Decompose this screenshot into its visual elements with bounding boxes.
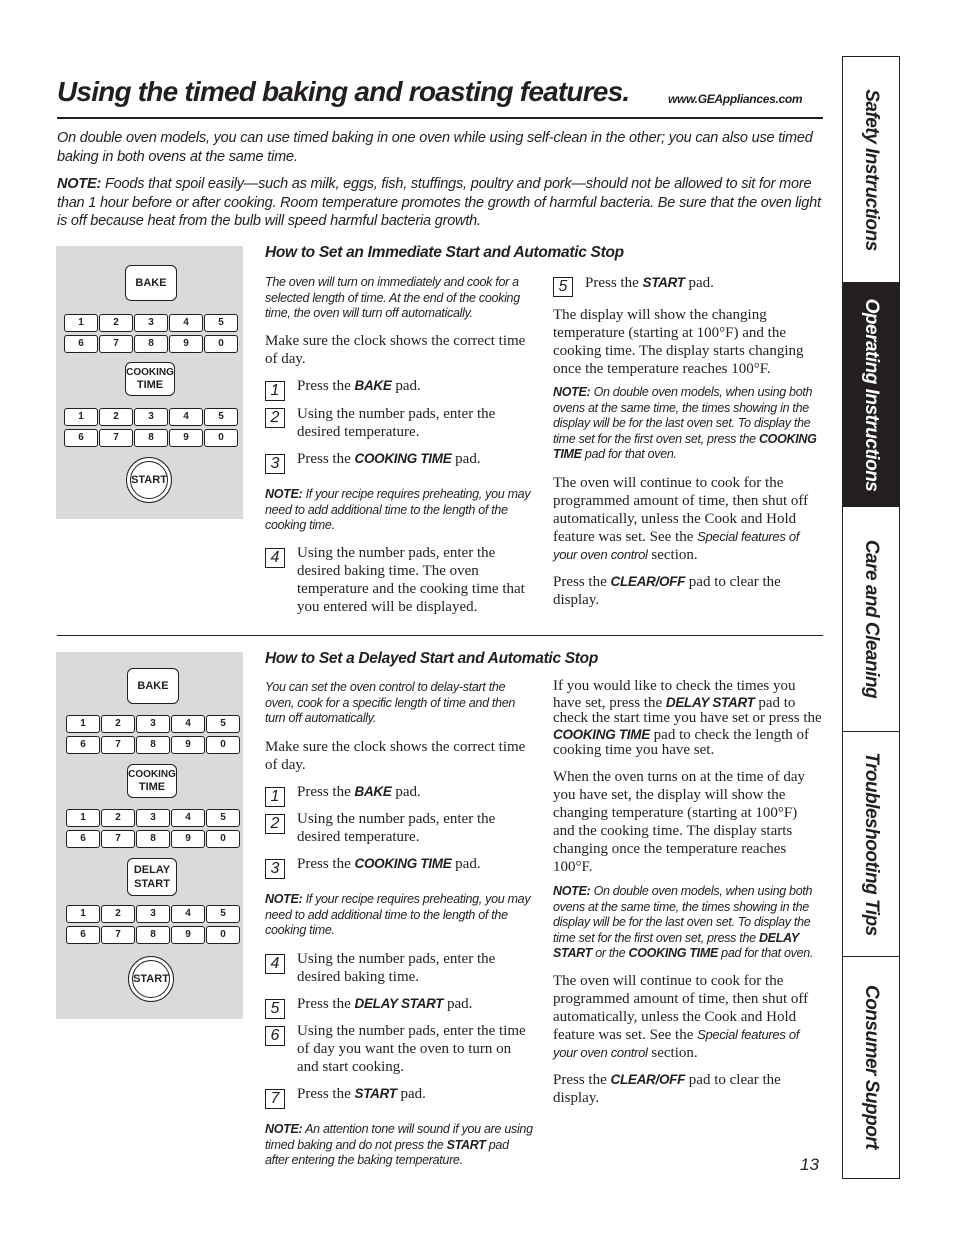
number-pad: 0	[206, 830, 240, 848]
number-pad: 7	[101, 926, 135, 944]
double-oven-note: NOTE: On double oven models, when using both ovens at the same time, the times showing in the display will be for the last oven set. To display the time set for the first oven set, press the DELAY START or the COOKING TIME pad for that oven.	[553, 884, 814, 960]
number-pad: 0	[206, 736, 240, 754]
number-pad: 1	[66, 809, 100, 827]
number-pad: 5	[206, 905, 240, 923]
step-text: Using the number pads, enter the desired baking time.	[297, 951, 496, 985]
number-pad: 2	[101, 905, 135, 923]
number-pad: 0	[204, 335, 238, 353]
number-pad: 9	[171, 830, 205, 848]
number-pad: 5	[206, 715, 240, 733]
section-heading-delayed: How to Set a Delayed Start and Automatic Stop	[265, 650, 599, 667]
keypad-panel-immediate	[56, 246, 243, 519]
step-text: Press the BAKE pad.	[297, 378, 421, 394]
preheat-note: NOTE: If your recipe requires preheating, you may need to add additional time to the length of the cooking time.	[265, 487, 531, 532]
number-pad: 9	[169, 429, 203, 447]
step-number: 5	[265, 999, 285, 1019]
double-oven-note: NOTE: On double oven models, when using both ovens at the same time, the times showing in the display will be for the last oven set. To display the time set for the first oven set, press the COOKING TIME pad for that oven.	[553, 385, 817, 461]
cooking-time-label-line1: COOKING	[128, 769, 176, 780]
number-pad: 4	[171, 905, 205, 923]
clock-instruction: Make sure the clock shows the correct time of day.	[265, 333, 526, 367]
step-number: 3	[265, 454, 285, 474]
number-pad: 7	[101, 830, 135, 848]
tab-label: Troubleshooting Tips	[861, 752, 882, 936]
step-text: Press the DELAY START pad.	[297, 996, 473, 1012]
start-pad-label: START	[132, 960, 170, 998]
step-number: 1	[265, 787, 285, 807]
cooking-time-pad	[125, 362, 175, 396]
section-heading-immediate: How to Set an Immediate Start and Automatic Stop	[265, 244, 624, 261]
delay-start-label-line1: DELAY	[133, 864, 171, 876]
step-text: Using the number pads, enter the desired temperature.	[297, 406, 496, 440]
number-pad: 2	[101, 715, 135, 733]
cooking-time-label-line2: TIME	[138, 781, 166, 793]
number-pad: 0	[204, 429, 238, 447]
step-number: 6	[265, 1026, 285, 1046]
intro-note	[57, 175, 823, 231]
step-text: Using the number pads, enter the desired baking time. The oven temperature and the cooking time that you entered will be displayed.	[297, 545, 525, 615]
number-pad: 7	[99, 429, 133, 447]
tab-consumer-support[interactable]	[843, 957, 899, 1177]
number-pad: 9	[171, 736, 205, 754]
number-pad: 3	[134, 408, 168, 426]
delayed-intro: You can set the oven control to delay-start the oven, cook for a specific length of time and then turn off automatically.	[265, 680, 516, 725]
delay-start-label-line2: START	[134, 878, 170, 890]
number-pad: 9	[171, 926, 205, 944]
number-pad: 6	[66, 830, 100, 848]
keypad-panel-delayed	[56, 652, 243, 1019]
step-number: 2	[265, 814, 285, 834]
number-pad: 5	[204, 408, 238, 426]
number-pad: 2	[101, 809, 135, 827]
number-pad: 6	[66, 736, 100, 754]
number-pad: 3	[136, 809, 170, 827]
step-text: Using the number pads, enter the time of day you want the oven to turn on and start cooking.	[297, 1023, 526, 1075]
number-pad: 8	[134, 429, 168, 447]
number-pad: 9	[169, 335, 203, 353]
number-pad: 5	[204, 314, 238, 332]
step-text: Press the COOKING TIME pad.	[297, 451, 481, 467]
start-pad	[128, 956, 174, 1002]
check-times-text: If you would like to check the times you have set, press the DELAY START pad to check the start time you have set or press the COOKING TIME pad to check the length of cooking time you have set.	[553, 678, 822, 758]
page-number: 13	[800, 1155, 819, 1174]
immediate-intro: The oven will turn on immediately and cook for a selected length of time. At the end of the cooking time, the oven will turn off automatically.	[265, 275, 520, 320]
step-number: 4	[265, 954, 285, 974]
number-pad: 5	[206, 809, 240, 827]
number-pad: 6	[64, 429, 98, 447]
step-number: 4	[265, 548, 285, 568]
step-text: Press the START pad.	[297, 1086, 426, 1102]
number-pad: 4	[171, 809, 205, 827]
start-pad	[126, 457, 172, 503]
clear-instruction: Press the CLEAR/OFF pad to clear the display.	[553, 1072, 781, 1106]
tab-label: Safety Instructions	[861, 88, 882, 251]
number-pad: 1	[64, 314, 98, 332]
clock-instruction: Make sure the clock shows the correct time of day.	[265, 739, 526, 773]
title-rule	[57, 117, 823, 119]
tab-care-and-cleaning[interactable]	[843, 507, 899, 732]
number-pad: 1	[64, 408, 98, 426]
number-pad: 1	[66, 905, 100, 923]
cooking-time-label-line1: COOKING	[126, 367, 174, 378]
number-pad: 2	[99, 408, 133, 426]
delay-start-pad	[127, 858, 177, 896]
step-number: 2	[265, 408, 285, 428]
continue-cooking-text: The oven will continue to cook for the programmed amount of time, then shut off automatically, unless the Cook and Hold feature was set. See the Special features of your oven control section.	[553, 475, 809, 563]
tab-operating-instructions[interactable]	[843, 283, 899, 507]
section-divider	[57, 635, 823, 636]
number-pad: 2	[99, 314, 133, 332]
number-pad: 4	[171, 715, 205, 733]
display-description: The display will show the changing temperature (starting at 100°F) and the cooking time. The display starts changing once the temperature reaches 100°F.	[553, 307, 804, 377]
number-pad: 1	[66, 715, 100, 733]
tab-troubleshooting-tips[interactable]	[843, 732, 899, 957]
step-number: 5	[553, 277, 573, 297]
number-pad: 6	[66, 926, 100, 944]
page-title: Using the timed baking and roasting features.	[57, 76, 630, 107]
step-number: 1	[265, 381, 285, 401]
step-text: Press the BAKE pad.	[297, 784, 421, 800]
number-pad: 6	[64, 335, 98, 353]
step-number: 7	[265, 1089, 285, 1109]
tab-safety-instructions[interactable]	[843, 57, 899, 283]
number-pad: 8	[136, 830, 170, 848]
tab-label: Care and Cleaning	[861, 539, 882, 699]
note-text: Foods that spoil easily—such as milk, eggs, fish, stuffings, poultry and pork—should not be allowed to sit for more than 1 hour before or after cooking. Room temperature promotes the growth of harmful bacteria. Be sure that the oven light is off because heat from the bulb will speed harmful bacteria growth.	[57, 176, 821, 229]
cooking-time-pad	[127, 764, 177, 798]
step-text: Using the number pads, enter the desired temperature.	[297, 811, 496, 845]
step-text: Press the COOKING TIME pad.	[297, 856, 481, 872]
start-pad-label: START	[130, 461, 168, 499]
note-label: NOTE:	[57, 176, 102, 192]
number-pad: 7	[99, 335, 133, 353]
section-tabs	[842, 56, 900, 1179]
step-number: 3	[265, 859, 285, 879]
continue-cooking-text: The oven will continue to cook for the programmed amount of time, then shut off automatically, unless the Cook and Hold feature was set. See the Special features of your oven control section.	[553, 973, 809, 1061]
website-url: www.GEAppliances.com	[668, 92, 803, 106]
number-pad: 4	[169, 408, 203, 426]
intro-paragraph: On double oven models, you can use timed baking in one oven while using self-clean in the other; you can also use timed baking in both ovens at the same time.	[57, 130, 813, 165]
number-pad: 3	[136, 715, 170, 733]
bake-pad: BAKE	[127, 668, 179, 704]
number-pad: 3	[134, 314, 168, 332]
number-pad: 3	[136, 905, 170, 923]
preheat-note: NOTE: If your recipe requires preheating, you may need to add additional time to the length of the cooking time.	[265, 892, 531, 937]
bake-pad: BAKE	[125, 265, 177, 301]
attention-tone-note: NOTE: An attention tone will sound if you are using timed baking and do not press the START pad after entering the baking temperature.	[265, 1122, 533, 1167]
clear-instruction: Press the CLEAR/OFF pad to clear the display.	[553, 574, 781, 608]
number-pad: 8	[136, 736, 170, 754]
cooking-time-label-line2: TIME	[136, 379, 164, 391]
number-pad: 8	[134, 335, 168, 353]
oven-turns-on-text: When the oven turns on at the time of day you have set, the display will show the changing temperature (starting at 100°F) and the cooking time. The display starts changing once the temperature reaches 100°F.	[553, 769, 806, 875]
number-pad: 7	[101, 736, 135, 754]
tab-label: Operating Instructions	[861, 298, 882, 491]
number-pad: 8	[136, 926, 170, 944]
tab-label: Consumer Support	[861, 984, 882, 1150]
step-text: Press the START pad.	[585, 275, 714, 291]
number-pad: 0	[206, 926, 240, 944]
number-pad: 4	[169, 314, 203, 332]
